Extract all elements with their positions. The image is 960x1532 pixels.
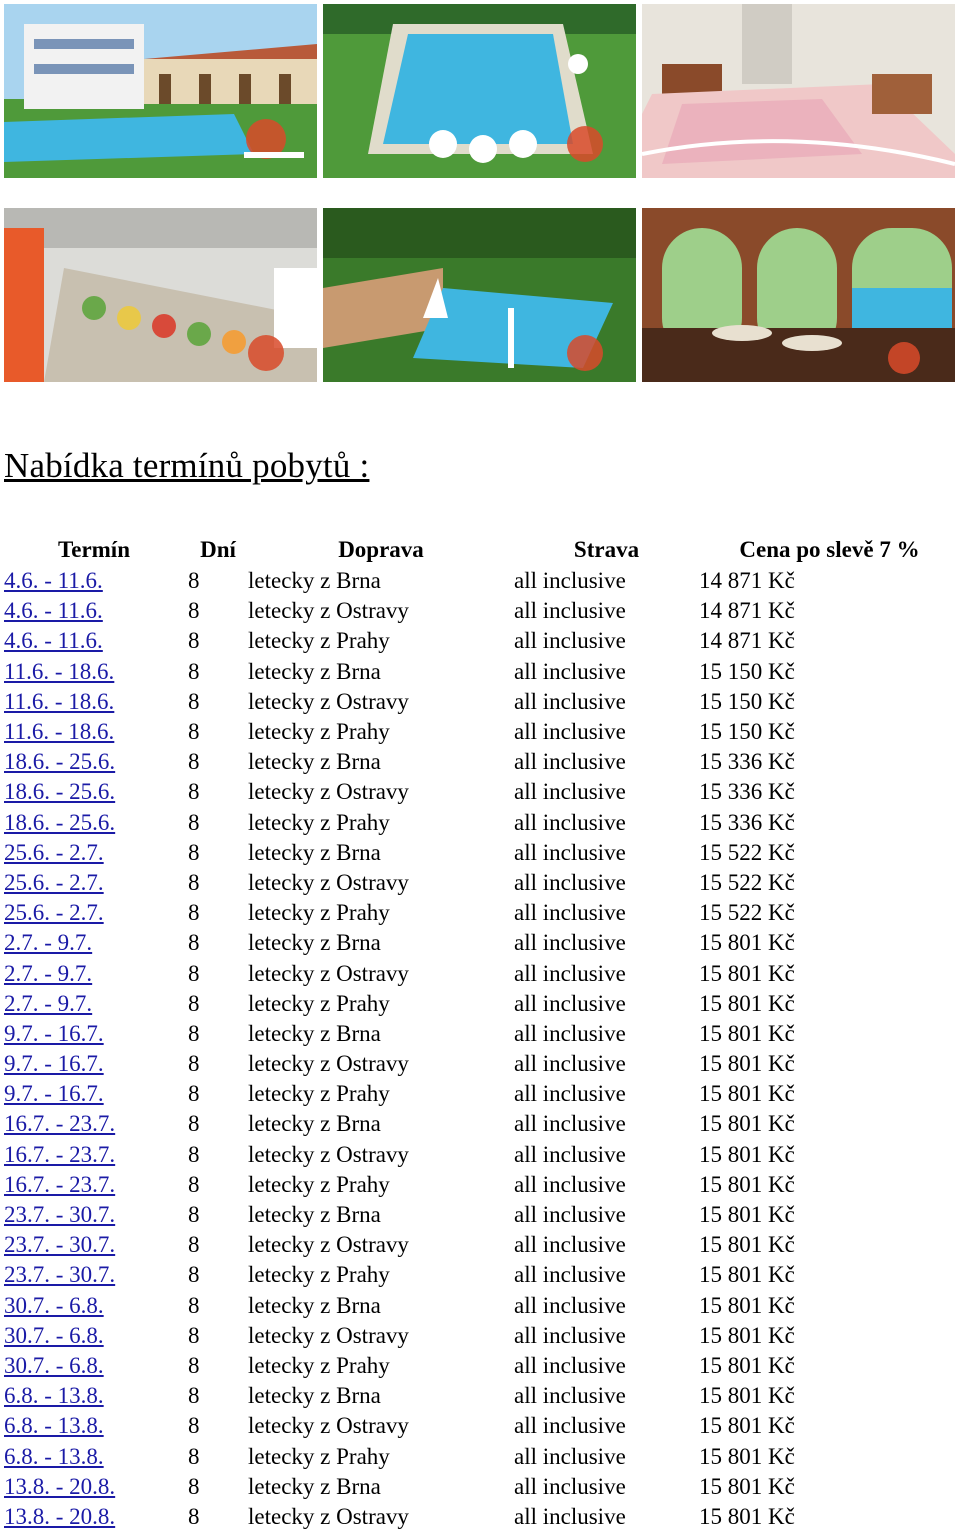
- board-cell: all inclusive: [514, 1232, 626, 1258]
- transport-cell: letecky z Ostravy: [248, 688, 409, 714]
- term-cell: [0, 1502, 188, 1532]
- term-date-link[interactable]: 23.7. - 30.7.: [4, 1202, 116, 1228]
- days-cell: 8: [188, 1202, 200, 1228]
- table-row: [0, 838, 960, 868]
- term-cell: [0, 838, 188, 868]
- term-date-link[interactable]: 13.8. - 20.8.: [4, 1503, 116, 1529]
- table-row: [0, 1502, 960, 1532]
- board-cell: all inclusive: [514, 598, 626, 624]
- term-date-link[interactable]: 11.6. - 18.6.: [4, 688, 115, 714]
- term-cell: [0, 1381, 188, 1411]
- price-cell: 15 522 Kč: [699, 900, 795, 926]
- table-header-row: [0, 534, 960, 566]
- term-cell: [0, 657, 188, 687]
- term-date-link[interactable]: 9.7. - 16.7.: [4, 1020, 104, 1046]
- table-row: [0, 1472, 960, 1502]
- board-cell: all inclusive: [514, 809, 626, 835]
- term-cell: [0, 566, 188, 596]
- board-cell: all inclusive: [514, 1413, 626, 1439]
- price-cell: 15 801 Kč: [699, 1503, 795, 1529]
- pool-garden-photo: [323, 208, 636, 382]
- board-cell: all inclusive: [514, 1202, 626, 1228]
- term-cell: [0, 687, 188, 717]
- price-cell: 15 801 Kč: [699, 1202, 795, 1228]
- table-row: [0, 958, 960, 988]
- table-row: [0, 1230, 960, 1260]
- board-cell: all inclusive: [514, 869, 626, 895]
- board-cell: all inclusive: [514, 1473, 626, 1499]
- price-cell: 15 801 Kč: [699, 1141, 795, 1167]
- price-cell: 15 801 Kč: [699, 1051, 795, 1077]
- price-cell: 14 871 Kč: [699, 598, 795, 624]
- days-cell: 8: [188, 1232, 200, 1258]
- board-cell: all inclusive: [514, 1322, 626, 1348]
- transport-cell: letecky z Brna: [248, 1473, 381, 1499]
- term-cell: [0, 1411, 188, 1441]
- table-row: [0, 596, 960, 626]
- term-date-link[interactable]: 30.7. - 6.8.: [4, 1352, 104, 1378]
- table-row: [0, 566, 960, 596]
- days-cell: 8: [188, 1352, 200, 1378]
- board-cell: all inclusive: [514, 1171, 626, 1197]
- term-cell: [0, 1140, 188, 1170]
- days-cell: 8: [188, 960, 200, 986]
- header-term: Termín: [58, 537, 130, 562]
- board-cell: all inclusive: [514, 749, 626, 775]
- days-cell: 8: [188, 1051, 200, 1077]
- table-row: [0, 687, 960, 717]
- room-photo: [642, 4, 955, 178]
- days-cell: 8: [188, 628, 200, 654]
- board-cell: all inclusive: [514, 1081, 626, 1107]
- term-date-link[interactable]: 4.6. - 11.6.: [4, 598, 103, 624]
- term-date-link[interactable]: 11.6. - 18.6.: [4, 719, 115, 745]
- term-date-link[interactable]: 18.6. - 25.6.: [4, 749, 116, 775]
- table-row: [0, 1321, 960, 1351]
- days-cell: 8: [188, 598, 200, 624]
- transport-cell: letecky z Ostravy: [248, 1232, 409, 1258]
- days-cell: 8: [188, 779, 200, 805]
- transport-cell: letecky z Prahy: [248, 1262, 390, 1288]
- table-row: [0, 657, 960, 687]
- price-cell: 15 801 Kč: [699, 1352, 795, 1378]
- table-row: [0, 717, 960, 747]
- board-cell: all inclusive: [514, 779, 626, 805]
- table-row: [0, 1109, 960, 1139]
- board-cell: all inclusive: [514, 1292, 626, 1318]
- days-cell: 8: [188, 900, 200, 926]
- price-cell: 15 801 Kč: [699, 1473, 795, 1499]
- term-date-link[interactable]: 13.8. - 20.8.: [4, 1473, 116, 1499]
- board-cell: all inclusive: [514, 1141, 626, 1167]
- table-row: [0, 989, 960, 1019]
- days-cell: 8: [188, 1473, 200, 1499]
- board-cell: all inclusive: [514, 568, 626, 594]
- price-cell: 15 336 Kč: [699, 749, 795, 775]
- table-row: [0, 1019, 960, 1049]
- table-row: [0, 1291, 960, 1321]
- term-date-link[interactable]: 18.6. - 25.6.: [4, 809, 116, 835]
- price-cell: 15 801 Kč: [699, 1413, 795, 1439]
- board-cell: all inclusive: [514, 719, 626, 745]
- term-date-link[interactable]: 2.7. - 9.7.: [4, 930, 93, 956]
- transport-cell: letecky z Prahy: [248, 990, 390, 1016]
- transport-cell: letecky z Brna: [248, 568, 381, 594]
- days-cell: 8: [188, 568, 200, 594]
- days-cell: 8: [188, 1171, 200, 1197]
- terms-table-body: [0, 566, 960, 1532]
- transport-cell: letecky z Brna: [248, 930, 381, 956]
- term-cell: [0, 1109, 188, 1139]
- table-row: [0, 747, 960, 777]
- board-cell: all inclusive: [514, 960, 626, 986]
- term-cell: [0, 989, 188, 1019]
- transport-cell: letecky z Prahy: [248, 1352, 390, 1378]
- term-date-link[interactable]: 25.6. - 2.7.: [4, 839, 104, 865]
- board-cell: all inclusive: [514, 1503, 626, 1529]
- term-cell: [0, 1291, 188, 1321]
- board-cell: all inclusive: [514, 1020, 626, 1046]
- days-cell: 8: [188, 749, 200, 775]
- transport-cell: letecky z Prahy: [248, 719, 390, 745]
- term-date-link[interactable]: 23.7. - 30.7.: [4, 1262, 116, 1288]
- price-cell: 15 801 Kč: [699, 930, 795, 956]
- days-cell: 8: [188, 1020, 200, 1046]
- transport-cell: letecky z Ostravy: [248, 1141, 409, 1167]
- table-row: [0, 1381, 960, 1411]
- days-cell: 8: [188, 839, 200, 865]
- price-cell: 15 801 Kč: [699, 1171, 795, 1197]
- term-date-link[interactable]: 16.7. - 23.7.: [4, 1111, 116, 1137]
- table-row: [0, 1079, 960, 1109]
- table-row: [0, 1441, 960, 1471]
- price-cell: 15 522 Kč: [699, 869, 795, 895]
- price-cell: 15 801 Kč: [699, 1232, 795, 1258]
- days-cell: 8: [188, 809, 200, 835]
- days-cell: 8: [188, 1413, 200, 1439]
- transport-cell: letecky z Ostravy: [248, 960, 409, 986]
- term-cell: [0, 1200, 188, 1230]
- price-cell: 15 522 Kč: [699, 839, 795, 865]
- term-cell: [0, 898, 188, 928]
- price-cell: 15 801 Kč: [699, 960, 795, 986]
- term-cell: [0, 717, 188, 747]
- page-title: Nabídka termínů pobytů :: [4, 446, 370, 485]
- board-cell: all inclusive: [514, 1443, 626, 1469]
- transport-cell: letecky z Brna: [248, 1383, 381, 1409]
- table-row: [0, 777, 960, 807]
- table-row: [0, 1351, 960, 1381]
- table-row: [0, 928, 960, 958]
- header-price: Cena po slevě 7 %: [739, 537, 920, 562]
- transport-cell: letecky z Brna: [248, 749, 381, 775]
- price-cell: 15 801 Kč: [699, 990, 795, 1016]
- price-cell: 14 871 Kč: [699, 568, 795, 594]
- days-cell: 8: [188, 990, 200, 1016]
- price-cell: 15 336 Kč: [699, 779, 795, 805]
- board-cell: all inclusive: [514, 1352, 626, 1378]
- photo-gallery: [0, 0, 960, 390]
- board-cell: all inclusive: [514, 839, 626, 865]
- price-cell: 15 150 Kč: [699, 658, 795, 684]
- term-cell: [0, 868, 188, 898]
- term-cell: [0, 808, 188, 838]
- term-date-link[interactable]: 16.7. - 23.7.: [4, 1141, 116, 1167]
- term-cell: [0, 777, 188, 807]
- term-date-link[interactable]: 2.7. - 9.7.: [4, 990, 93, 1016]
- days-cell: 8: [188, 1262, 200, 1288]
- transport-cell: letecky z Ostravy: [248, 869, 409, 895]
- term-date-link[interactable]: 6.8. - 13.8.: [4, 1413, 104, 1439]
- transport-cell: letecky z Brna: [248, 1292, 381, 1318]
- board-cell: all inclusive: [514, 930, 626, 956]
- days-cell: 8: [188, 1443, 200, 1469]
- board-cell: all inclusive: [514, 658, 626, 684]
- term-date-link[interactable]: 6.8. - 13.8.: [4, 1383, 104, 1409]
- board-cell: all inclusive: [514, 1111, 626, 1137]
- board-cell: all inclusive: [514, 1383, 626, 1409]
- board-cell: all inclusive: [514, 688, 626, 714]
- term-date-link[interactable]: 2.7. - 9.7.: [4, 960, 93, 986]
- transport-cell: letecky z Brna: [248, 658, 381, 684]
- term-date-link[interactable]: 23.7. - 30.7.: [4, 1232, 116, 1258]
- terms-table: [0, 534, 960, 1532]
- board-cell: all inclusive: [514, 1051, 626, 1077]
- transport-cell: letecky z Brna: [248, 1020, 381, 1046]
- term-cell: [0, 596, 188, 626]
- table-row: [0, 898, 960, 928]
- terrace-photo: [642, 208, 955, 382]
- transport-cell: letecky z Brna: [248, 1202, 381, 1228]
- transport-cell: letecky z Ostravy: [248, 1503, 409, 1529]
- days-cell: 8: [188, 688, 200, 714]
- header-board: Strava: [573, 537, 640, 562]
- table-row: [0, 808, 960, 838]
- price-cell: 15 150 Kč: [699, 688, 795, 714]
- table-row: [0, 868, 960, 898]
- term-cell: [0, 1260, 188, 1290]
- transport-cell: letecky z Prahy: [248, 628, 390, 654]
- header-transport: Doprava: [338, 537, 424, 562]
- table-row: [0, 1170, 960, 1200]
- term-cell: [0, 958, 188, 988]
- price-cell: 15 801 Kč: [699, 1020, 795, 1046]
- days-cell: 8: [188, 1141, 200, 1167]
- transport-cell: letecky z Prahy: [248, 809, 390, 835]
- table-row: [0, 1200, 960, 1230]
- board-cell: all inclusive: [514, 900, 626, 926]
- term-cell: [0, 1230, 188, 1260]
- days-cell: 8: [188, 1111, 200, 1137]
- buffet-photo: [4, 208, 317, 382]
- price-cell: 15 801 Kč: [699, 1383, 795, 1409]
- price-cell: 15 336 Kč: [699, 809, 795, 835]
- term-cell: [0, 1441, 188, 1471]
- term-cell: [0, 747, 188, 777]
- term-date-link[interactable]: 16.7. - 23.7.: [4, 1171, 116, 1197]
- term-cell: [0, 1321, 188, 1351]
- term-cell: [0, 928, 188, 958]
- table-row: [0, 1260, 960, 1290]
- term-date-link[interactable]: 11.6. - 18.6.: [4, 658, 115, 684]
- transport-cell: letecky z Brna: [248, 1111, 381, 1137]
- days-cell: 8: [188, 869, 200, 895]
- days-cell: 8: [188, 1503, 200, 1529]
- days-cell: 8: [188, 1383, 200, 1409]
- term-cell: [0, 1019, 188, 1049]
- transport-cell: letecky z Ostravy: [248, 598, 409, 624]
- header-days: Dní: [200, 537, 236, 562]
- price-cell: 15 801 Kč: [699, 1081, 795, 1107]
- term-date-link[interactable]: 30.7. - 6.8.: [4, 1292, 104, 1318]
- table-row: [0, 1140, 960, 1170]
- price-cell: 15 801 Kč: [699, 1262, 795, 1288]
- days-cell: 8: [188, 930, 200, 956]
- days-cell: 8: [188, 1292, 200, 1318]
- transport-cell: letecky z Brna: [248, 839, 381, 865]
- days-cell: 8: [188, 1081, 200, 1107]
- board-cell: all inclusive: [514, 628, 626, 654]
- term-cell: [0, 1351, 188, 1381]
- transport-cell: letecky z Ostravy: [248, 1051, 409, 1077]
- transport-cell: letecky z Prahy: [248, 1171, 390, 1197]
- board-cell: all inclusive: [514, 990, 626, 1016]
- table-row: [0, 1049, 960, 1079]
- term-date-link[interactable]: 4.6. - 11.6.: [4, 628, 103, 654]
- board-cell: all inclusive: [514, 1262, 626, 1288]
- transport-cell: letecky z Ostravy: [248, 1413, 409, 1439]
- transport-cell: letecky z Prahy: [248, 1081, 390, 1107]
- transport-cell: letecky z Ostravy: [248, 779, 409, 805]
- price-cell: 15 801 Kč: [699, 1292, 795, 1318]
- transport-cell: letecky z Prahy: [248, 1443, 390, 1469]
- price-cell: 15 150 Kč: [699, 719, 795, 745]
- transport-cell: letecky z Prahy: [248, 900, 390, 926]
- transport-cell: letecky z Ostravy: [248, 1322, 409, 1348]
- days-cell: 8: [188, 658, 200, 684]
- pool-aerial-photo: [323, 4, 636, 178]
- term-cell: [0, 1472, 188, 1502]
- term-cell: [0, 1049, 188, 1079]
- term-cell: [0, 1079, 188, 1109]
- price-cell: 15 801 Kč: [699, 1443, 795, 1469]
- price-cell: 15 801 Kč: [699, 1322, 795, 1348]
- term-cell: [0, 1170, 188, 1200]
- term-date-link[interactable]: 25.6. - 2.7.: [4, 900, 104, 926]
- hotel-pool-photo: [4, 4, 317, 178]
- days-cell: 8: [188, 719, 200, 745]
- term-date-link[interactable]: 9.7. - 16.7.: [4, 1051, 104, 1077]
- term-cell: [0, 626, 188, 656]
- term-date-link[interactable]: 6.8. - 13.8.: [4, 1443, 104, 1469]
- price-cell: 15 801 Kč: [699, 1111, 795, 1137]
- term-date-link[interactable]: 4.6. - 11.6.: [4, 568, 103, 594]
- days-cell: 8: [188, 1322, 200, 1348]
- price-cell: 14 871 Kč: [699, 628, 795, 654]
- term-date-link[interactable]: 9.7. - 16.7.: [4, 1081, 104, 1107]
- term-date-link[interactable]: 25.6. - 2.7.: [4, 869, 104, 895]
- term-date-link[interactable]: 18.6. - 25.6.: [4, 779, 116, 805]
- table-row: [0, 1411, 960, 1441]
- term-date-link[interactable]: 30.7. - 6.8.: [4, 1322, 104, 1348]
- table-row: [0, 626, 960, 656]
